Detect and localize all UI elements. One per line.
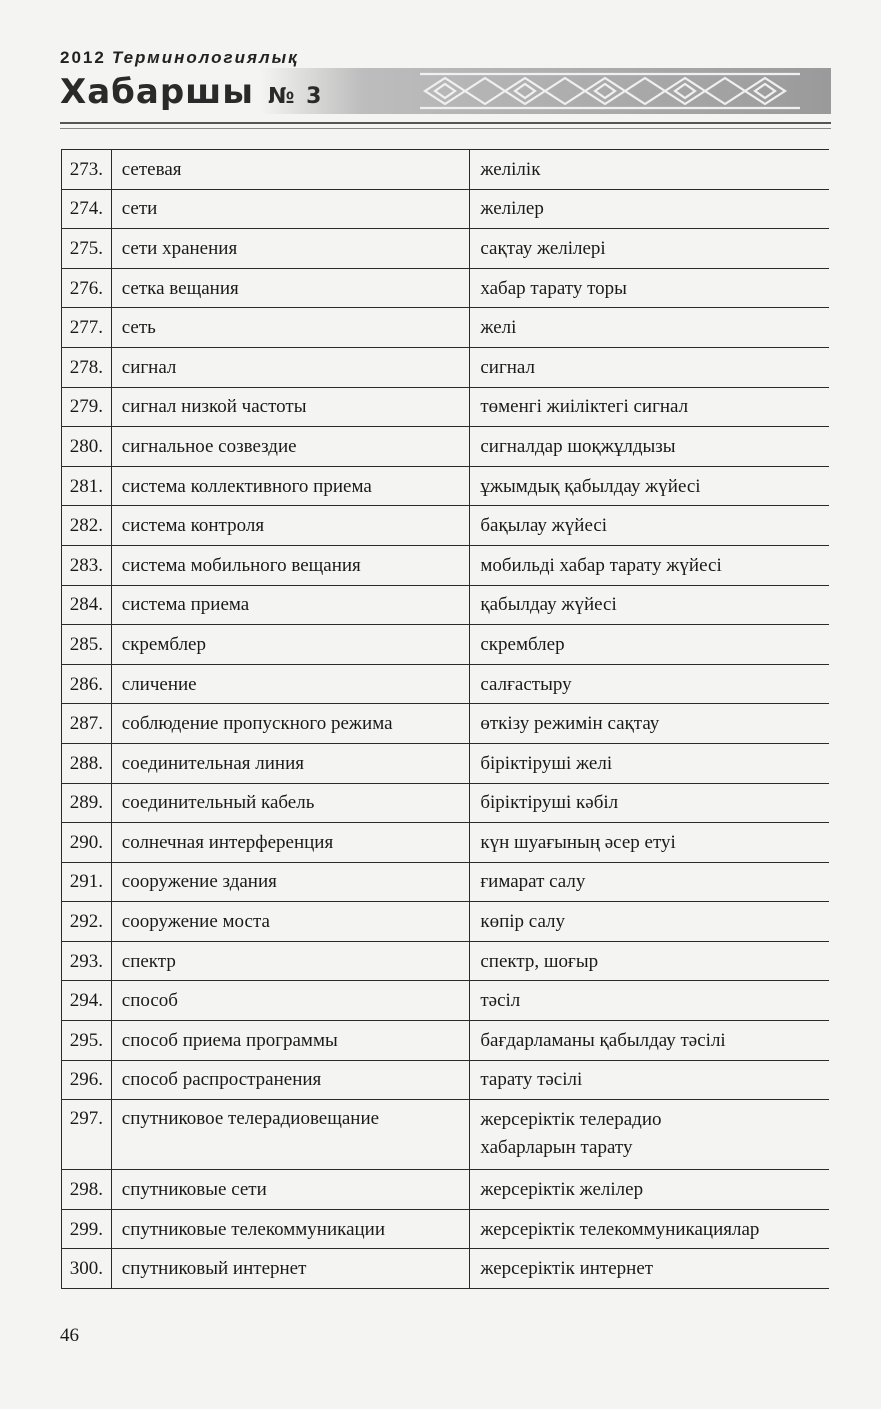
table-row [62, 902, 830, 942]
term-russian: способ [111, 981, 470, 1021]
page-number: 46 [60, 1325, 79, 1346]
table-row [62, 268, 830, 308]
term-kazakh: бағдарламаны қабылдау тәсілі [470, 1021, 829, 1061]
table-row [62, 150, 830, 190]
table-row [62, 941, 830, 981]
table-row [62, 743, 830, 783]
term-kazakh: салғастыру [470, 664, 829, 704]
term-russian: сигнальное созвездие [111, 427, 470, 467]
ornament-icon [420, 70, 800, 112]
term-russian: система приема [111, 585, 470, 625]
term-number: 288. [62, 743, 112, 783]
table-row [62, 981, 830, 1021]
term-russian: система коллективного приема [111, 466, 470, 506]
table-row [62, 1100, 830, 1170]
term-number: 280. [62, 427, 112, 467]
table-row [62, 783, 830, 823]
journal-title: Хабаршы [60, 72, 255, 112]
header-year: 2012 [60, 48, 106, 67]
term-number: 287. [62, 704, 112, 744]
table-row [62, 189, 830, 229]
term-russian: система мобильного вещания [111, 545, 470, 585]
term-kazakh: жерсеріктік желілер [470, 1170, 829, 1210]
term-kazakh [470, 1100, 829, 1170]
term-kazakh: тәсіл [470, 981, 829, 1021]
term-kazakh: біріктіруші кәбіл [470, 783, 829, 823]
header-rule-thin [60, 128, 831, 129]
term-kazakh: желі [470, 308, 829, 348]
term-number: 277. [62, 308, 112, 348]
term-number: 295. [62, 1021, 112, 1061]
term-number: 281. [62, 466, 112, 506]
term-number: 284. [62, 585, 112, 625]
term-kazakh: жерсеріктік телекоммуникациялар [470, 1209, 829, 1249]
term-russian: спутниковые сети [111, 1170, 470, 1210]
term-number: 292. [62, 902, 112, 942]
header-rule [60, 122, 831, 124]
term-russian: соединительная линия [111, 743, 470, 783]
term-kazakh: желілік [470, 150, 829, 190]
table-row [62, 1209, 830, 1249]
term-russian: спутниковые телекоммуникации [111, 1209, 470, 1249]
table-row [62, 308, 830, 348]
term-russian: сооружение здания [111, 862, 470, 902]
term-kazakh: сигналдар шоқжұлдызы [470, 427, 829, 467]
term-russian: сетка вещания [111, 268, 470, 308]
term-russian: способ распространения [111, 1060, 470, 1100]
term-kazakh: төменгі жиіліктегі сигнал [470, 387, 829, 427]
table-row [62, 506, 830, 546]
term-number: 289. [62, 783, 112, 823]
table-row [62, 545, 830, 585]
term-kazakh: қабылдау жүйесі [470, 585, 829, 625]
term-russian: сети [111, 189, 470, 229]
term-number: 300. [62, 1249, 112, 1289]
term-kazakh: спектр, шоғыр [470, 941, 829, 981]
term-kazakh: скремблер [470, 625, 829, 665]
term-russian: система контроля [111, 506, 470, 546]
term-number: 275. [62, 229, 112, 269]
term-russian: спутниковое телерадиовещание [111, 1100, 470, 1170]
table-row [62, 664, 830, 704]
term-number: 285. [62, 625, 112, 665]
term-russian: сети хранения [111, 229, 470, 269]
term-kazakh: сақтау желілері [470, 229, 829, 269]
header-title [60, 72, 323, 112]
term-kazakh-line: жерсеріктік телерадио [480, 1109, 662, 1131]
term-number: 278. [62, 347, 112, 387]
table-row [62, 823, 830, 863]
header-subtitle [60, 48, 299, 68]
term-kazakh: өткізу режимін сақтау [470, 704, 829, 744]
term-number: 291. [62, 862, 112, 902]
header-word: Терминологиялық [111, 48, 299, 67]
term-kazakh: біріктіруші желі [470, 743, 829, 783]
issue-number: № 3 [268, 84, 324, 109]
term-kazakh: жерсеріктік интернет [470, 1249, 829, 1289]
term-kazakh: желілер [470, 189, 829, 229]
term-russian: сооружение моста [111, 902, 470, 942]
table-row [62, 862, 830, 902]
term-kazakh: мобильді хабар тарату жүйесі [470, 545, 829, 585]
term-number: 282. [62, 506, 112, 546]
term-russian: соблюдение пропускного режима [111, 704, 470, 744]
term-number: 279. [62, 387, 112, 427]
term-russian: спектр [111, 941, 470, 981]
term-russian: сетевая [111, 150, 470, 190]
table-row [62, 585, 830, 625]
term-number: 297. [62, 1100, 112, 1170]
term-number: 273. [62, 150, 112, 190]
term-number: 276. [62, 268, 112, 308]
term-number: 299. [62, 1209, 112, 1249]
term-kazakh: күн шуағының әсер етуі [470, 823, 829, 863]
table-row [62, 387, 830, 427]
term-kazakh: бақылау жүйесі [470, 506, 829, 546]
term-number: 286. [62, 664, 112, 704]
term-kazakh-line: хабарларын тарату [480, 1137, 633, 1159]
term-russian: сигнал низкой частоты [111, 387, 470, 427]
table-row [62, 625, 830, 665]
term-number: 290. [62, 823, 112, 863]
table-row [62, 1170, 830, 1210]
table-row [62, 1060, 830, 1100]
term-kazakh: сигнал [470, 347, 829, 387]
term-russian: сигнал [111, 347, 470, 387]
term-kazakh: ұжымдық қабылдау жүйесі [470, 466, 829, 506]
term-kazakh: тарату тәсілі [470, 1060, 829, 1100]
term-kazakh: ғимарат салу [470, 862, 829, 902]
term-kazakh: хабар тарату торы [470, 268, 829, 308]
term-russian: сеть [111, 308, 470, 348]
table-row [62, 347, 830, 387]
term-russian: способ приема программы [111, 1021, 470, 1061]
table-row [62, 229, 830, 269]
term-russian: солнечная интерференция [111, 823, 470, 863]
terms-table-body [62, 150, 830, 1289]
term-number: 283. [62, 545, 112, 585]
table-row [62, 427, 830, 467]
term-number: 274. [62, 189, 112, 229]
table-row [62, 704, 830, 744]
term-russian: скремблер [111, 625, 470, 665]
journal-header [0, 40, 881, 135]
term-number: 294. [62, 981, 112, 1021]
table-row [62, 466, 830, 506]
term-number: 296. [62, 1060, 112, 1100]
table-row [62, 1021, 830, 1061]
term-russian: соединительный кабель [111, 783, 470, 823]
table-row [62, 1249, 830, 1289]
term-russian: сличение [111, 664, 470, 704]
term-kazakh: көпір салу [470, 902, 829, 942]
terms-table [61, 149, 829, 1289]
term-number: 293. [62, 941, 112, 981]
term-number: 298. [62, 1170, 112, 1210]
term-russian: спутниковый интернет [111, 1249, 470, 1289]
